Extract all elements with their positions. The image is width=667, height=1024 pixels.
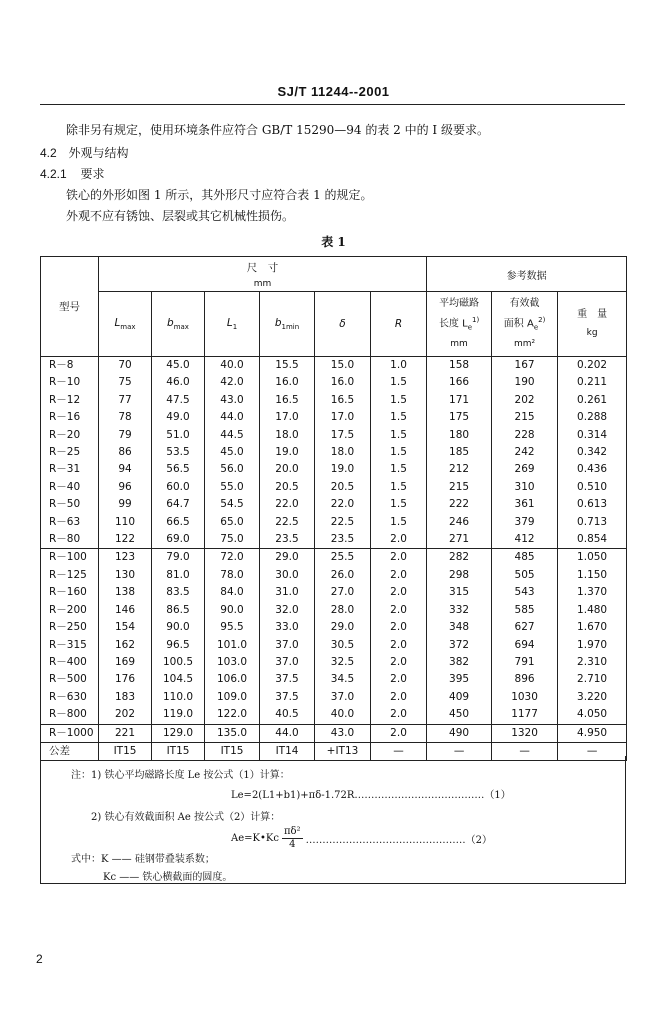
value-cell: 1320 [492,724,558,742]
dimensions-unit: mm [253,278,272,289]
section-number: 4.2 [40,146,57,160]
value-cell: 171 [427,392,492,409]
value-cell: 228 [492,427,558,444]
value-cell: 0.510 [558,479,627,496]
value-cell: 28.0 [315,602,371,619]
value-cell: 2.0 [371,567,427,584]
value-cell: 110.0 [152,689,205,706]
value-cell: 16.5 [315,392,371,409]
value-cell: 215 [492,409,558,426]
value-cell: 1030 [492,689,558,706]
value-cell: 490 [427,724,492,742]
value-cell: 42.0 [205,374,260,391]
formula-2: Ae=K•Kc πδ² 4 …………………………………………（2） [231,826,492,850]
model-cell: R－50 [41,496,99,513]
note-2: 2) 铁心有效截面积 Ae 按公式（2）计算： [91,812,281,823]
value-cell: 43.0 [315,724,371,742]
value-cell: +IT13 [315,742,371,760]
shape-paragraph: 铁心的外形如图 1 所示，其外形尺寸应符合表 1 的规定。 [66,188,373,202]
value-cell: 44.0 [205,409,260,426]
table-row [41,409,627,426]
table-row [41,619,627,636]
value-cell: 1.480 [558,602,627,619]
value-cell: 32.5 [315,654,371,671]
model-cell: R－100 [41,549,99,567]
model-cell: R－12 [41,392,99,409]
value-cell: 15.0 [315,357,371,375]
col-header-bmax: $b_{max}$ [152,292,205,357]
table-row [41,602,627,619]
value-cell: 505 [492,567,558,584]
col-header-delta: δ [315,292,371,357]
value-cell: 395 [427,671,492,688]
value-cell: 1177 [492,706,558,724]
dimension-table [40,256,627,761]
value-cell: 2.0 [371,724,427,742]
model-cell: R－500 [41,671,99,688]
model-cell: R－80 [41,531,99,549]
value-cell: 1.150 [558,567,627,584]
value-cell: 79 [99,427,152,444]
value-cell: 4.050 [558,706,627,724]
value-cell: 2.0 [371,689,427,706]
value-cell: 83.5 [152,584,205,601]
value-cell: 627 [492,619,558,636]
value-cell: 26.0 [315,567,371,584]
value-cell: 450 [427,706,492,724]
model-cell: R－63 [41,514,99,531]
model-cell: R－31 [41,461,99,478]
value-cell: 694 [492,637,558,654]
value-cell: 16.0 [260,374,315,391]
col-header-b1min: $b_{1min}$ [260,292,315,357]
value-cell: 310 [492,479,558,496]
value-cell: 130 [99,567,152,584]
document-code-header: SJ/T 11244--2001 [277,84,390,99]
model-cell: R－200 [41,602,99,619]
value-cell: 16.5 [260,392,315,409]
value-cell: 20.0 [260,461,315,478]
appearance-paragraph: 外观不应有锈蚀、层裂或其它机械性损伤。 [66,209,295,223]
value-cell: 79.0 [152,549,205,567]
value-cell: 361 [492,496,558,513]
value-cell: 180 [427,427,492,444]
value-cell: 167 [492,357,558,375]
value-cell: 65.0 [205,514,260,531]
value-cell: 485 [492,549,558,567]
value-cell: 1.5 [371,461,427,478]
value-cell: 2.0 [371,531,427,549]
col-header-effective-area: 有效截 面积 $A_e^{2)}$ mm² [492,292,558,357]
table-row [41,549,627,567]
value-cell: 1.5 [371,374,427,391]
value-cell: 2.0 [371,671,427,688]
value-cell: 30.0 [260,567,315,584]
value-cell: 175 [427,409,492,426]
table-row [41,461,627,478]
model-cell: R－40 [41,479,99,496]
table-row [41,584,627,601]
value-cell: 185 [427,444,492,461]
value-cell: 2.0 [371,637,427,654]
col-header-lmax: $L_{max}$ [99,292,152,357]
value-cell: 37.0 [315,689,371,706]
value-cell: 109.0 [205,689,260,706]
value-cell: 90.0 [152,619,205,636]
model-cell: R－16 [41,409,99,426]
value-cell: 896 [492,671,558,688]
value-cell: 44.0 [260,724,315,742]
value-cell: 409 [427,689,492,706]
value-cell: 3.220 [558,689,627,706]
value-cell: 17.0 [260,409,315,426]
value-cell: 154 [99,619,152,636]
value-cell: 60.0 [152,479,205,496]
model-cell: R－125 [41,567,99,584]
value-cell: 32.0 [260,602,315,619]
value-cell: 33.0 [260,619,315,636]
value-cell: 37.0 [260,654,315,671]
value-cell: 70 [99,357,152,375]
model-cell: R－800 [41,706,99,724]
value-cell: 162 [99,637,152,654]
table-row [41,444,627,461]
table-body [41,357,627,761]
value-cell: IT15 [152,742,205,760]
value-cell: 64.7 [152,496,205,513]
value-cell: 372 [427,637,492,654]
table-row [41,689,627,706]
value-cell: 315 [427,584,492,601]
value-cell: 103.0 [205,654,260,671]
value-cell: 1.5 [371,444,427,461]
value-cell: — [371,742,427,760]
value-cell: 40.0 [315,706,371,724]
value-cell: 169 [99,654,152,671]
value-cell: 46.0 [152,374,205,391]
section-4-2-heading [40,146,129,160]
value-cell: 37.0 [260,637,315,654]
value-cell: 543 [492,584,558,601]
value-cell: 20.5 [260,479,315,496]
table-row [41,427,627,444]
value-cell: 2.0 [371,584,427,601]
table-row [41,514,627,531]
section-title: 外观与结构 [68,146,129,160]
value-cell: 19.0 [315,461,371,478]
model-cell: 公差 [41,742,99,760]
section-4-2-1-heading [40,167,105,181]
value-cell: 29.0 [260,549,315,567]
dimensions-label: 尺 寸 [246,261,279,274]
value-cell: 183 [99,689,152,706]
value-cell: 90.0 [205,602,260,619]
value-cell: 45.0 [152,357,205,375]
value-cell: 2.0 [371,602,427,619]
value-cell: 0.288 [558,409,627,426]
value-cell: 1.970 [558,637,627,654]
value-cell: 25.5 [315,549,371,567]
value-cell: 101.0 [205,637,260,654]
value-cell: 0.436 [558,461,627,478]
value-cell: 2.310 [558,654,627,671]
value-cell: 77 [99,392,152,409]
section-title: 要求 [80,167,105,181]
value-cell: 66.5 [152,514,205,531]
value-cell: 202 [99,706,152,724]
value-cell: — [427,742,492,760]
value-cell: 379 [492,514,558,531]
value-cell: 221 [99,724,152,742]
value-cell: 0.342 [558,444,627,461]
value-cell: 49.0 [152,409,205,426]
value-cell: 55.0 [205,479,260,496]
table-caption: 表 1 [321,235,346,249]
value-cell: 19.0 [260,444,315,461]
value-cell: 135.0 [205,724,260,742]
col-header-mean-path-length: 平均磁路 长度 $L_e^{1)}$ mm [427,292,492,357]
value-cell: 4.950 [558,724,627,742]
value-cell: 190 [492,374,558,391]
note-1: 注：1) 铁心平均磁路长度 Le 按公式（1）计算： [71,770,290,781]
value-cell: 17.5 [315,427,371,444]
value-cell: 56.0 [205,461,260,478]
value-cell: 22.5 [260,514,315,531]
value-cell: 119.0 [152,706,205,724]
value-cell: 212 [427,461,492,478]
value-cell: 791 [492,654,558,671]
value-cell: 166 [427,374,492,391]
value-cell: 1.5 [371,427,427,444]
value-cell: 0.202 [558,357,627,375]
value-cell: 382 [427,654,492,671]
table-row [41,357,627,375]
value-cell: 0.854 [558,531,627,549]
value-cell: 1.050 [558,549,627,567]
model-header: 型号 [41,257,99,357]
value-cell: 40.0 [205,357,260,375]
value-cell: 123 [99,549,152,567]
value-cell: 1.0 [371,357,427,375]
table-row [41,654,627,671]
value-cell: 29.0 [315,619,371,636]
value-cell: 84.0 [205,584,260,601]
value-cell: 96 [99,479,152,496]
value-cell: 23.5 [260,531,315,549]
value-cell: 215 [427,479,492,496]
value-cell: 412 [492,531,558,549]
value-cell: 78.0 [205,567,260,584]
value-cell: 75 [99,374,152,391]
table-row [41,637,627,654]
dimensions-header [99,257,427,292]
value-cell: 86.5 [152,602,205,619]
value-cell: 106.0 [205,671,260,688]
value-cell: IT15 [205,742,260,760]
model-cell: R－250 [41,619,99,636]
value-cell: 1.5 [371,409,427,426]
value-cell: 99 [99,496,152,513]
value-cell: 242 [492,444,558,461]
value-cell: 18.0 [315,444,371,461]
value-cell: 81.0 [152,567,205,584]
value-cell: 72.0 [205,549,260,567]
value-cell: 96.5 [152,637,205,654]
value-cell: 1.670 [558,619,627,636]
value-cell: 23.5 [315,531,371,549]
value-cell: 2.0 [371,549,427,567]
value-cell: 40.5 [260,706,315,724]
value-cell: 332 [427,602,492,619]
value-cell: 16.0 [315,374,371,391]
value-cell: 129.0 [152,724,205,742]
value-cell: 15.5 [260,357,315,375]
value-cell: IT14 [260,742,315,760]
value-cell: 2.0 [371,619,427,636]
value-cell: 1.5 [371,479,427,496]
value-cell: 22.0 [260,496,315,513]
value-cell: 69.0 [152,531,205,549]
value-cell: 54.5 [205,496,260,513]
value-cell: 122 [99,531,152,549]
value-cell: 86 [99,444,152,461]
col-header-r: R [371,292,427,357]
model-cell: R－160 [41,584,99,601]
value-cell: 0.211 [558,374,627,391]
value-cell: 45.0 [205,444,260,461]
section-number: 4.2.1 [40,167,67,181]
value-cell: 138 [99,584,152,601]
value-cell: 0.713 [558,514,627,531]
value-cell: 22.0 [315,496,371,513]
value-cell: 37.5 [260,671,315,688]
environment-paragraph: 除非另有规定，使用环境条件应符合 GB/T 15290—94 的表 2 中的 Ⅰ 级要求。 [66,123,489,137]
table-row [41,496,627,513]
value-cell: 1.5 [371,392,427,409]
value-cell: 34.5 [315,671,371,688]
header-rule [40,104,625,105]
value-cell: 2.0 [371,706,427,724]
value-cell: IT15 [99,742,152,760]
model-cell: R－10 [41,374,99,391]
value-cell: 53.5 [152,444,205,461]
model-cell: R－25 [41,444,99,461]
model-cell: R－630 [41,689,99,706]
value-cell: 246 [427,514,492,531]
value-cell: 0.613 [558,496,627,513]
model-cell: R－400 [41,654,99,671]
page-number: 2 [36,952,43,966]
table-row [41,479,627,496]
value-cell: 110 [99,514,152,531]
value-cell: 104.5 [152,671,205,688]
model-cell: R－315 [41,637,99,654]
value-cell: 2.710 [558,671,627,688]
col-header-l1: $L_1$ [205,292,260,357]
value-cell: 56.5 [152,461,205,478]
value-cell: 47.5 [152,392,205,409]
value-cell: 27.0 [315,584,371,601]
value-cell: 1.5 [371,514,427,531]
table-row [41,531,627,549]
table-row [41,724,627,742]
table-row [41,671,627,688]
value-cell: 1.5 [371,496,427,513]
value-cell: 18.0 [260,427,315,444]
value-cell: 22.5 [315,514,371,531]
col-header-weight: 重 量 kg [558,292,627,357]
value-cell: 100.5 [152,654,205,671]
value-cell: — [558,742,627,760]
value-cell: 585 [492,602,558,619]
table-row [41,392,627,409]
value-cell: 282 [427,549,492,567]
value-cell: 75.0 [205,531,260,549]
value-cell: 30.5 [315,637,371,654]
table-notes [40,756,626,884]
value-cell: 1.370 [558,584,627,601]
value-cell: 269 [492,461,558,478]
table-row [41,374,627,391]
model-cell: R－20 [41,427,99,444]
table-row [41,567,627,584]
where-line-2: Kc —— 铁心横截面的圆度。 [103,872,233,883]
model-cell: R－8 [41,357,99,375]
value-cell: 43.0 [205,392,260,409]
value-cell: 271 [427,531,492,549]
value-cell: 202 [492,392,558,409]
value-cell: 44.5 [205,427,260,444]
value-cell: 348 [427,619,492,636]
value-cell: 95.5 [205,619,260,636]
value-cell: — [492,742,558,760]
value-cell: 122.0 [205,706,260,724]
table-row [41,706,627,724]
value-cell: 298 [427,567,492,584]
value-cell: 51.0 [152,427,205,444]
value-cell: 2.0 [371,654,427,671]
value-cell: 94 [99,461,152,478]
value-cell: 37.5 [260,689,315,706]
value-cell: 176 [99,671,152,688]
value-cell: 20.5 [315,479,371,496]
formula-1: Le=2(L1+b1)+πδ-1.72R…………………………………（1） [231,790,511,801]
value-cell: 146 [99,602,152,619]
value-cell: 158 [427,357,492,375]
value-cell: 78 [99,409,152,426]
model-cell: R－1000 [41,724,99,742]
value-cell: 0.314 [558,427,627,444]
value-cell: 222 [427,496,492,513]
reference-data-header: 参考数据 [427,257,627,292]
where-line-1: 式中：K —— 硅钢带叠装系数； [71,854,215,865]
value-cell: 31.0 [260,584,315,601]
value-cell: 0.261 [558,392,627,409]
value-cell: 17.0 [315,409,371,426]
